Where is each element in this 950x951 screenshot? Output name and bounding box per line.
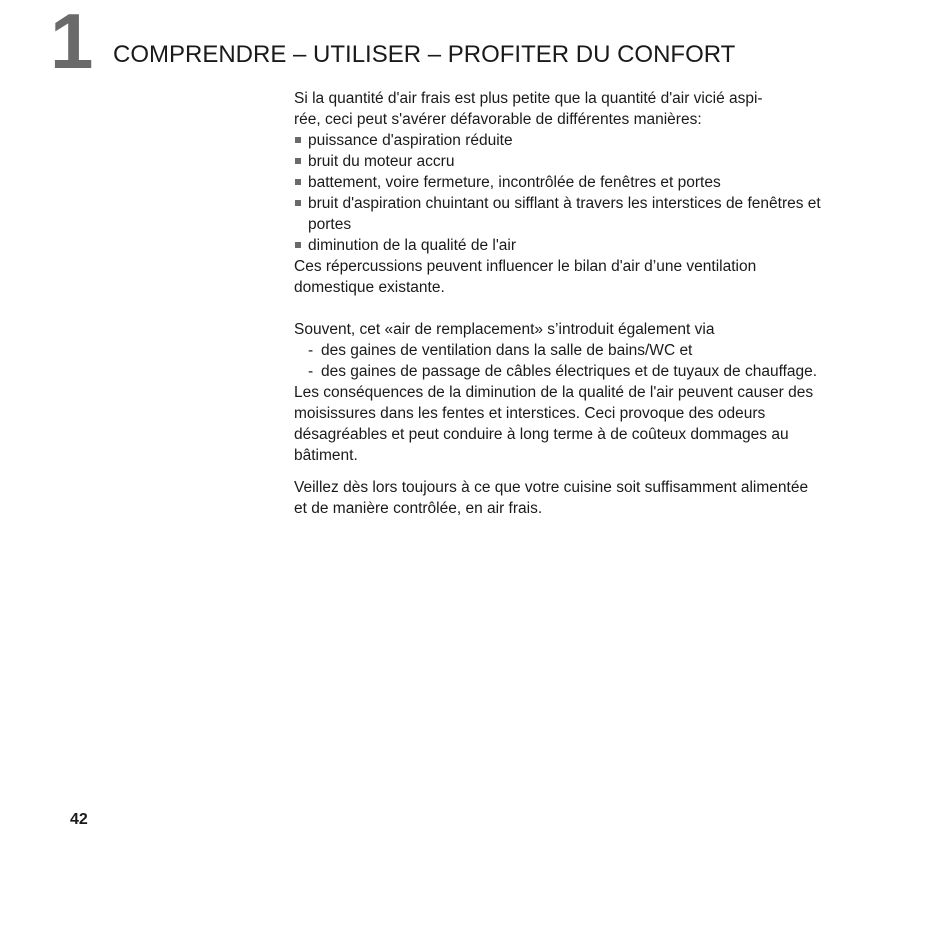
list-item: bruit du moteur accru: [294, 151, 824, 172]
list-item: battement, voire fermeture, incontrôlée de fenêtres et portes: [294, 172, 824, 193]
chapter-title: COMPRENDRE – UTILISER – PROFITER DU CONFORT: [113, 41, 736, 68]
list-item: - des gaines de passage de câbles électriques et de tuyaux de chauffage.: [294, 361, 824, 382]
body-text: [294, 88, 824, 519]
list-item: puissance d'aspiration réduite: [294, 130, 824, 151]
effects-bullet-list: [294, 130, 824, 256]
paragraph-intro: [294, 88, 824, 130]
intro-line-1: Si la quantité d'air frais est plus petite que la quantité d'air vicié aspi-: [294, 90, 763, 107]
sources-dash-list: [294, 340, 824, 382]
paragraph-consequences: Les conséquences de la diminution de la qualité de l'air peuvent causer des moisissures dans les fentes et interstices. Ceci provoque des odeurs désagréables et peut conduire à long terme à de coûteux dommages au bâtiment.: [294, 384, 814, 464]
list-item: bruit d'aspiration chuintant ou sifflant à travers les interstices de fenêtres et portes: [294, 193, 824, 235]
intro-line-2: rée, ceci peut s'avérer défavorable de différentes manières:: [294, 111, 702, 128]
paragraph-advice: Veillez dès lors toujours à ce que votre cuisine soit suffisamment alimentée et de manière contrôlée, en air frais.: [294, 479, 809, 517]
list-item: - des gaines de ventilation dans la salle de bains/WC et: [294, 340, 824, 361]
paragraph-repercussions: Ces répercussions peuvent influencer le bilan d'air d’une ventilation domestique existante.: [294, 258, 757, 296]
chapter-number: 1: [50, 0, 92, 85]
page-number: 42: [70, 811, 88, 828]
list-item: diminution de la qualité de l'air: [294, 235, 824, 256]
paragraph-replacement-air: Souvent, cet «air de remplacement» s’introduit également via: [294, 321, 715, 338]
